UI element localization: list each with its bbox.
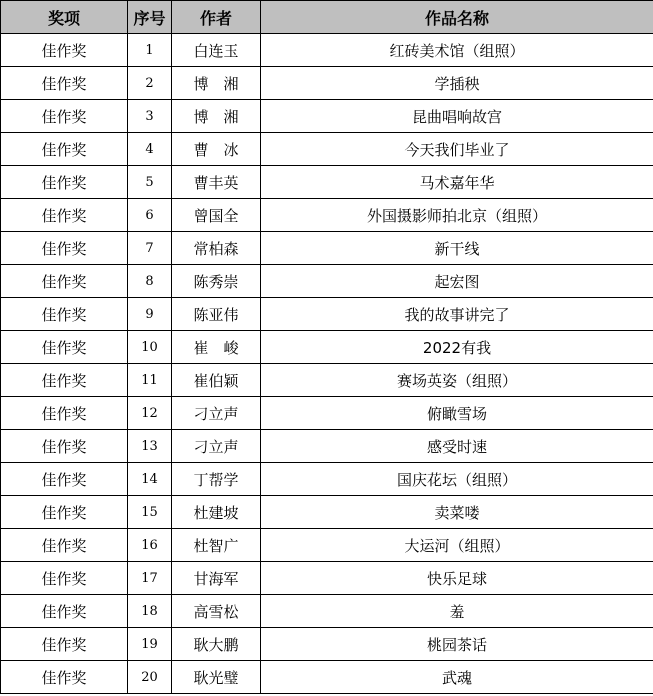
- table-row: [1, 529, 653, 562]
- table-row: [1, 298, 653, 331]
- number-cell: 12: [128, 397, 172, 430]
- table-row: [1, 331, 653, 364]
- table-row: [1, 34, 653, 67]
- title-cell: 大运河（组照）: [261, 529, 653, 562]
- title-cell: 快乐足球: [261, 562, 653, 595]
- author-cell: 杜智广: [172, 529, 261, 562]
- table-row: [1, 430, 653, 463]
- prize-cell: 佳作奖: [1, 463, 128, 496]
- table-header-row: [1, 1, 653, 34]
- prize-cell: 佳作奖: [1, 133, 128, 166]
- prize-cell: 佳作奖: [1, 562, 128, 595]
- author-cell: 高雪松: [172, 595, 261, 628]
- author-cell: 杜建坡: [172, 496, 261, 529]
- author-cell: 曾国全: [172, 199, 261, 232]
- prize-cell: 佳作奖: [1, 496, 128, 529]
- title-cell: 外国摄影师拍北京（组照）: [261, 199, 653, 232]
- author-cell: 耿大鹏: [172, 628, 261, 661]
- title-cell: 今天我们毕业了: [261, 133, 653, 166]
- table-row: [1, 595, 653, 628]
- number-cell: 15: [128, 496, 172, 529]
- author-cell: 陈秀崇: [172, 265, 261, 298]
- title-cell: 武魂: [261, 661, 653, 694]
- table-row: [1, 562, 653, 595]
- number-cell: 5: [128, 166, 172, 199]
- number-cell: 16: [128, 529, 172, 562]
- number-cell: 19: [128, 628, 172, 661]
- table-row: [1, 67, 653, 100]
- title-cell: 我的故事讲完了: [261, 298, 653, 331]
- author-cell: 刁立声: [172, 430, 261, 463]
- table-row: [1, 496, 653, 529]
- author-cell: 陈亚伟: [172, 298, 261, 331]
- number-cell: 3: [128, 100, 172, 133]
- title-cell: 国庆花坛（组照）: [261, 463, 653, 496]
- author-cell: 博 湘: [172, 67, 261, 100]
- title-cell: 桃园茶话: [261, 628, 653, 661]
- author-cell: 丁帮学: [172, 463, 261, 496]
- table-row: [1, 463, 653, 496]
- header-prize: 奖项: [1, 1, 128, 34]
- number-cell: 14: [128, 463, 172, 496]
- prize-cell: 佳作奖: [1, 232, 128, 265]
- title-cell: 红砖美术馆（组照）: [261, 34, 653, 67]
- table-row: [1, 166, 653, 199]
- table-row: [1, 661, 653, 694]
- author-cell: 曹 冰: [172, 133, 261, 166]
- author-cell: 刁立声: [172, 397, 261, 430]
- number-cell: 13: [128, 430, 172, 463]
- author-cell: 常柏森: [172, 232, 261, 265]
- author-cell: 博 湘: [172, 100, 261, 133]
- prize-cell: 佳作奖: [1, 529, 128, 562]
- prize-cell: 佳作奖: [1, 430, 128, 463]
- author-cell: 甘海军: [172, 562, 261, 595]
- prize-cell: 佳作奖: [1, 331, 128, 364]
- table-row: [1, 628, 653, 661]
- header-author: 作者: [172, 1, 261, 34]
- title-cell: 俯瞰雪场: [261, 397, 653, 430]
- number-cell: 10: [128, 331, 172, 364]
- number-cell: 9: [128, 298, 172, 331]
- author-cell: 耿光璧: [172, 661, 261, 694]
- number-cell: 2: [128, 67, 172, 100]
- author-cell: 白连玉: [172, 34, 261, 67]
- prize-cell: 佳作奖: [1, 595, 128, 628]
- title-cell: 学插秧: [261, 67, 653, 100]
- number-cell: 6: [128, 199, 172, 232]
- table-row: [1, 100, 653, 133]
- prize-cell: 佳作奖: [1, 298, 128, 331]
- prize-cell: 佳作奖: [1, 364, 128, 397]
- number-cell: 8: [128, 265, 172, 298]
- number-cell: 7: [128, 232, 172, 265]
- prize-cell: 佳作奖: [1, 34, 128, 67]
- author-cell: 崔伯颖: [172, 364, 261, 397]
- title-cell: 昆曲唱响故宫: [261, 100, 653, 133]
- prize-cell: 佳作奖: [1, 661, 128, 694]
- prize-cell: 佳作奖: [1, 265, 128, 298]
- title-cell: 卖菜喽: [261, 496, 653, 529]
- number-cell: 4: [128, 133, 172, 166]
- author-cell: 崔 峻: [172, 331, 261, 364]
- number-cell: 1: [128, 34, 172, 67]
- table-body: [1, 34, 653, 694]
- number-cell: 17: [128, 562, 172, 595]
- title-cell: 2022有我: [261, 331, 653, 364]
- header-number: 序号: [128, 1, 172, 34]
- number-cell: 20: [128, 661, 172, 694]
- table-row: [1, 397, 653, 430]
- prize-cell: 佳作奖: [1, 166, 128, 199]
- author-cell: 曹丰英: [172, 166, 261, 199]
- table-row: [1, 265, 653, 298]
- title-cell: 羞: [261, 595, 653, 628]
- table-row: [1, 199, 653, 232]
- title-cell: 感受时速: [261, 430, 653, 463]
- title-cell: 马术嘉年华: [261, 166, 653, 199]
- number-cell: 11: [128, 364, 172, 397]
- prize-cell: 佳作奖: [1, 100, 128, 133]
- header-title: 作品名称: [261, 1, 653, 34]
- title-cell: 赛场英姿（组照）: [261, 364, 653, 397]
- table-row: [1, 133, 653, 166]
- title-cell: 起宏图: [261, 265, 653, 298]
- prize-cell: 佳作奖: [1, 67, 128, 100]
- prize-cell: 佳作奖: [1, 199, 128, 232]
- table-row: [1, 364, 653, 397]
- title-cell: 新干线: [261, 232, 653, 265]
- prize-cell: 佳作奖: [1, 628, 128, 661]
- prize-cell: 佳作奖: [1, 397, 128, 430]
- number-cell: 18: [128, 595, 172, 628]
- table-row: [1, 232, 653, 265]
